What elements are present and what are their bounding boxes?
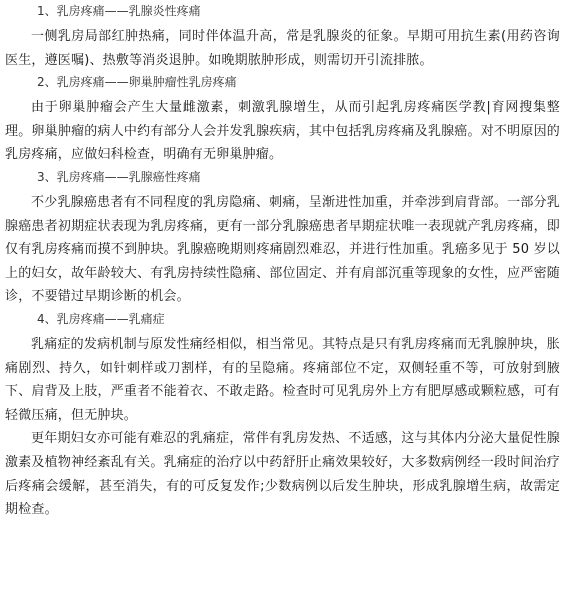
section-breast-cancer-pain xyxy=(5,168,560,309)
section-heading: 4、乳房疼痛——乳痛症 xyxy=(37,311,165,326)
section-heading: 2、乳房疼痛——卵巢肿瘤性乳房疼痛 xyxy=(37,75,237,90)
section-paragraph: 乳痛症的发病机制与原发性痛经相似，相当常见。其特点是只有乳房疼痛而无乳腺肿块，胀痛剧烈、持久，如针刺样或刀割样，有的呈隐痛。疼痛部位不定，双侧轻重不等，可放射到腋下、肩背及上肢，严重者不能着衣、不敢走路。检查时可见乳房外上方有肥厚感或颗粒感，可有轻微压痛，但无肿块。 xyxy=(5,336,560,423)
section-heading: 3、乳房疼痛——乳腺癌性疼痛 xyxy=(37,169,201,184)
section-mastalgia xyxy=(5,310,560,522)
section-paragraph: 由于卵巢肿瘤会产生大量雌激素，刺激乳腺增生，从而引起乳房疼痛医学教|育网搜集整理。卵巢肿瘤的病人中约有部分人会并发乳腺疾病，其中包括乳房疼痛及乳腺癌。对不明原因的乳房疼痛，应做妇科检查，明确有无卵巢肿瘤。 xyxy=(5,100,560,163)
section-paragraph: 更年期妇女亦可能有难忍的乳痛症，常伴有乳房发热、不适感，这与其体内分泌大量促性腺激素及植物神经紊乱有关。乳痛症的治疗以中药舒肝止痛效果较好，大多数病例经一段时间治疗后疼痛会缓解，甚至消失，有的可反复发作;少数病例以后发生肿块，形成乳腺增生病，故需定期检查。 xyxy=(5,431,560,518)
section-heading: 1、乳房疼痛——乳腺炎性疼痛 xyxy=(37,4,201,18)
section-paragraph: 不少乳腺癌患者有不同程度的乳房隐痛、刺痛，呈渐进性加重，并牵涉到肩背部。一部分乳腺癌患者初期症状表现为乳房疼痛，更有一部分乳腺癌患者早期症状唯一表现就产乳房疼痛，即仅有乳房疼痛而摸不到肿块。乳腺癌晚期则疼痛剧烈难忍，并进行性加重。乳癌多见于 50 岁以上的妇女，故年龄较大、有乳房持续性隐痛、部位固定、并有肩部沉重等现象的女性，应严密随诊，不要错过早期诊断的机会。 xyxy=(5,194,560,305)
section-paragraph: 一侧乳房局部红肿热痛，同时伴体温升高，常是乳腺炎的征象。早期可用抗生素(用药咨询医生，遵医嘱)、热敷等消炎退肿。如晚期脓肿形成，则需切开引流排脓。 xyxy=(5,29,560,68)
section-breast-inflammation-pain xyxy=(5,2,560,72)
section-ovarian-tumor-pain xyxy=(5,73,560,167)
